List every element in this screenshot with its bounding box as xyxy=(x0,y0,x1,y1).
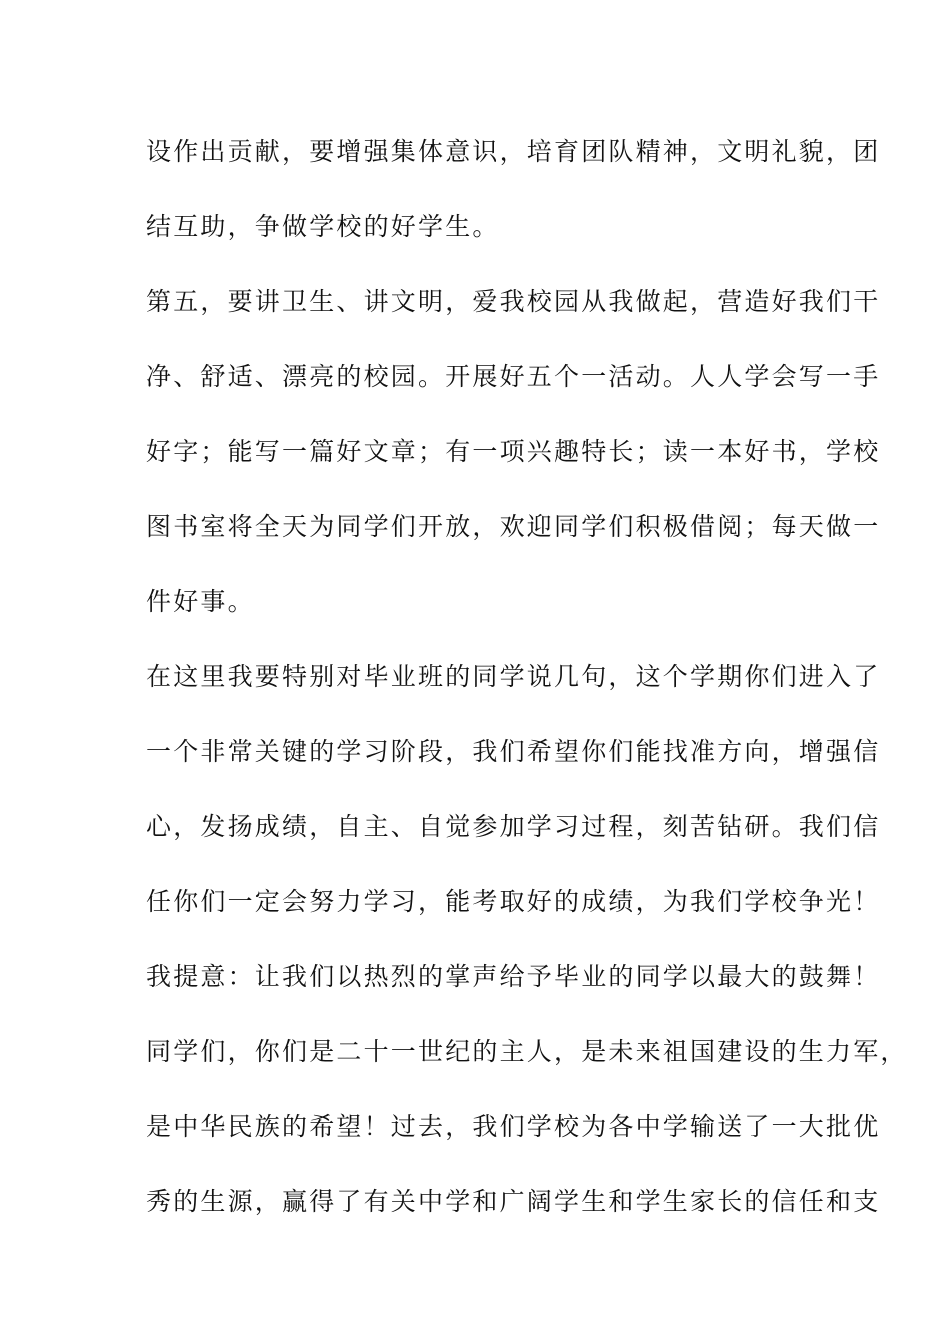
text-line-13: 同学们，你们是二十一世纪的主人，是未来祖国建设的生力军， xyxy=(146,1037,908,1066)
text-line-15: 秀的生源，赢得了有关中学和广阔学生和学生家长的信任和支 xyxy=(146,1187,881,1216)
text-line-8: 在这里我要特别对毕业班的同学说几句，这个学期你们进入了 xyxy=(146,662,881,691)
text-line-4: 净、舒适、漂亮的校园。开展好五个一活动。人人学会写一手 xyxy=(146,362,881,391)
text-line-11: 任你们一定会努力学习，能考取好的成绩，为我们学校争光！ xyxy=(146,887,881,916)
text-line-9: 一个非常关键的学习阶段，我们希望你们能找准方向，增强信 xyxy=(146,737,881,766)
text-line-6: 图书室将全天为同学们开放，欢迎同学们积极借阅；每天做一 xyxy=(146,512,881,541)
text-line-12: 我提意：让我们以热烈的掌声给予毕业的同学以最大的鼓舞！ xyxy=(146,962,881,991)
text-line-10: 心，发扬成绩，自主、自觉参加学习过程，刻苦钻研。我们信 xyxy=(146,812,881,841)
text-line-1: 设作出贡献，要增强集体意识，培育团队精神，文明礼貌，团 xyxy=(146,137,881,166)
text-line-3: 第五，要讲卫生、讲文明，爱我校园从我做起，营造好我们干 xyxy=(146,287,881,316)
text-line-5: 好字；能写一篇好文章；有一项兴趣特长；读一本好书，学校 xyxy=(146,437,881,466)
text-line-14: 是中华民族的希望！过去，我们学校为各中学输送了一大批优 xyxy=(146,1112,881,1141)
text-line-7: 件好事。 xyxy=(146,587,255,616)
text-line-2: 结互助，争做学校的好学生。 xyxy=(146,212,500,241)
